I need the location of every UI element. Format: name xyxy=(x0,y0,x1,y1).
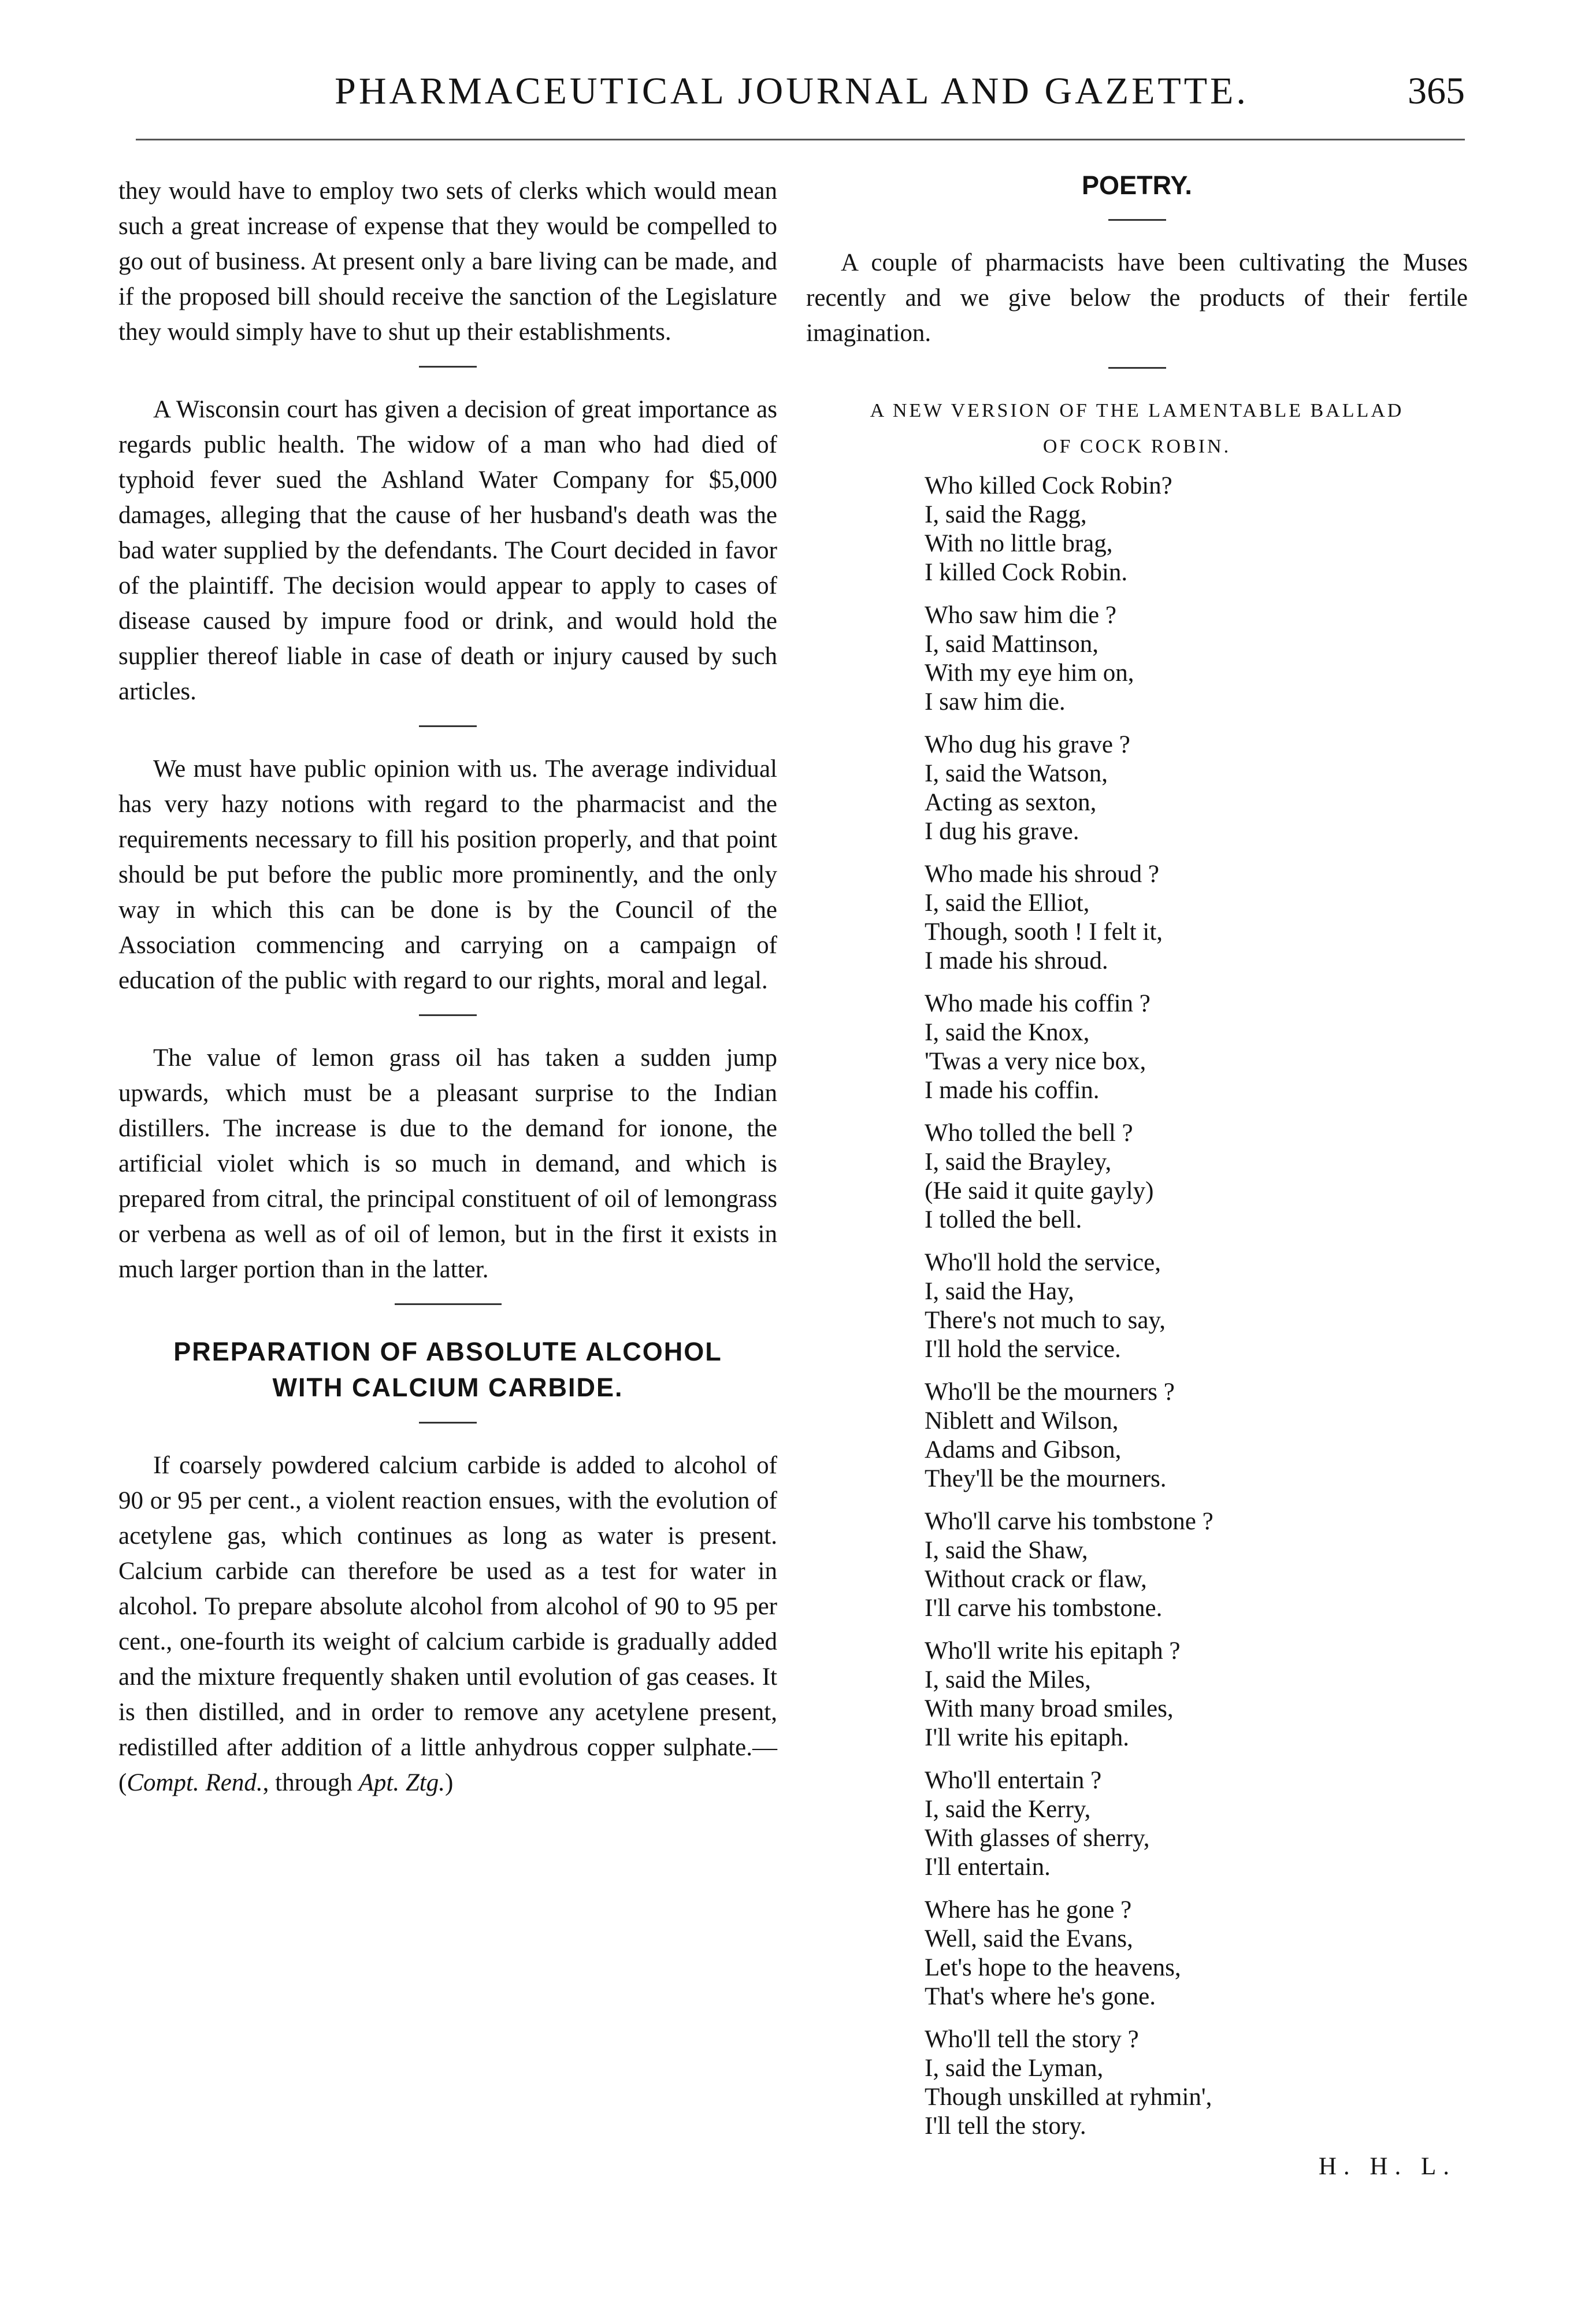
stanza-line: Who'll be the mourners ? xyxy=(925,1378,1175,1406)
stanza-line: I killed Cock Robin. xyxy=(925,559,1128,586)
ballad-title xyxy=(806,393,1468,465)
separator-rule xyxy=(419,366,477,368)
stanza-line: Let's hope to the heavens, xyxy=(925,1954,1181,1981)
stanza-line: With no little brag, xyxy=(925,530,1113,557)
stanza-line: There's not much to say, xyxy=(925,1307,1166,1334)
ballad-title-line2: OF COCK ROBIN. xyxy=(1042,436,1231,457)
stanza-line: I, said the Brayley, xyxy=(925,1148,1112,1176)
stanza-line: I saw him die. xyxy=(925,688,1066,716)
stanza-line: I, said the Ragg, xyxy=(925,501,1087,528)
stanza-line: Who made his shroud ? xyxy=(925,861,1160,888)
article-source-dash: — xyxy=(752,1734,777,1761)
stanza-line: I, said the Miles, xyxy=(925,1666,1091,1693)
separator-rule xyxy=(1108,367,1166,369)
stanza xyxy=(925,731,1468,846)
stanza-line: 'Twas a very nice box, xyxy=(925,1048,1146,1075)
stanza-line: I, said the Lyman, xyxy=(925,2055,1104,2082)
journal-title: PHARMACEUTICAL JOURNAL AND GAZETTE. xyxy=(335,70,1249,112)
stanza-line: Without crack or flaw, xyxy=(925,1566,1147,1593)
stanza-line: Who'll hold the service, xyxy=(925,1249,1161,1276)
left-column xyxy=(118,173,777,1800)
stanza-line: Niblett and Wilson, xyxy=(925,1407,1119,1435)
stanza xyxy=(925,1248,1468,1364)
stanza-line: I, said the Hay, xyxy=(925,1278,1074,1305)
stanza xyxy=(925,860,1468,976)
article-source-journal: Compt. Rend. xyxy=(127,1769,263,1796)
stanza-line: I dug his grave. xyxy=(925,818,1079,845)
article-source-paren-close: ) xyxy=(444,1769,454,1796)
continuation-paragraph: they would have to employ two sets of clerks which would mean such a great increase of expense that they would be compelled to go out of business. At present only a bare living can be made, and if the proposed bill should receive the sanction of the Legislature they would simply have to shut up their establishments. xyxy=(118,177,777,346)
stanza-line: Who saw him die ? xyxy=(925,602,1116,629)
stanza-line: I, said the Knox, xyxy=(925,1019,1090,1046)
stanza-line: (He said it quite gayly) xyxy=(925,1177,1154,1204)
stanza-line: Who made his coffin ? xyxy=(925,990,1151,1017)
stanza xyxy=(925,601,1468,717)
stanza xyxy=(925,472,1468,587)
article-source-paren-open: ( xyxy=(118,1769,127,1796)
stanza-line: Well, said the Evans, xyxy=(925,1925,1133,1952)
stanza-line: Who dug his grave ? xyxy=(925,731,1130,758)
separator-rule xyxy=(419,1422,477,1424)
separator-rule xyxy=(419,1014,477,1016)
stanza-line: I, said the Elliot, xyxy=(925,889,1090,917)
right-column xyxy=(806,168,1468,2184)
stanza-line: Who tolled the bell ? xyxy=(925,1120,1133,1147)
stanza xyxy=(925,2025,1468,2141)
article-body xyxy=(118,1448,777,1800)
stanza-line: I, said the Kerry, xyxy=(925,1796,1091,1823)
stanza xyxy=(925,1766,1468,1882)
stanza-line: I made his shroud. xyxy=(925,947,1108,974)
stanza-line: I'll write his epitaph. xyxy=(925,1724,1130,1751)
stanza-line: Who killed Cock Robin? xyxy=(925,472,1172,499)
section-separator-rule xyxy=(395,1303,502,1305)
stanza-line: I'll hold the service. xyxy=(925,1336,1121,1363)
stanza-line: Who'll entertain ? xyxy=(925,1767,1102,1794)
separator-rule xyxy=(419,725,477,727)
article-body-text: If coarsely powdered calcium carbide is added to alcohol of 90 or 95 per cent., a violent reaction ensues, with the evolution of acetylene gas, which continues as long as water is present. Calcium carbide can therefore be used as a test for water in alcohol. To prepare absolute alcohol from alcohol of 90 to 95 per cent., one-fourth its weight of calcium carbide is gradually added and the mixture frequently shaken until evolution of gas ceases. It is then distilled, and in order to remove any acetylene present, redistilled after addition of a little anhydrous copper sulphate. xyxy=(118,1452,777,1761)
article-heading-line1: PREPARATION OF ABSOLUTE ALCOHOL xyxy=(173,1337,722,1366)
stanza-line: With glasses of sherry, xyxy=(925,1825,1150,1852)
stanza-line: Who'll tell the story ? xyxy=(925,2026,1139,2053)
stanza xyxy=(925,1637,1468,1752)
stanza-line: Though unskilled at ryhmin', xyxy=(925,2084,1212,2111)
stanza-line: I'll tell the story. xyxy=(925,2112,1086,2140)
separator-rule xyxy=(1108,219,1166,221)
article-heading xyxy=(118,1334,777,1406)
poetry-section-title: POETRY. xyxy=(1082,170,1192,200)
stanza-line: Though, sooth ! I felt it, xyxy=(925,918,1163,946)
stanza xyxy=(925,989,1468,1105)
poem-signature: H. H. L. xyxy=(1318,2153,1456,2180)
article-heading-line2: WITH CALCIUM CARBIDE. xyxy=(272,1373,624,1402)
header-rule xyxy=(136,139,1465,140)
stanza-line: Where has he gone ? xyxy=(925,1896,1132,1923)
stanza-line: I'll carve his tombstone. xyxy=(925,1595,1163,1622)
stanza-line: I, said the Shaw, xyxy=(925,1537,1088,1564)
stanza-line: I'll entertain. xyxy=(925,1854,1051,1881)
stanza xyxy=(925,1507,1468,1623)
stanza xyxy=(925,1896,1468,2011)
stanza-line: I made his coffin. xyxy=(925,1077,1100,1104)
poetry-intro: A couple of pharmacists have been cultivating the Muses recently and we give below the products of their fertile imagination. xyxy=(806,249,1468,347)
lemon-grass-paragraph: The value of lemon grass oil has taken a sudden jump upwards, which must be a pleasant surprise to the Indian distillers. The increase is due to the demand for ionone, the artificial violet which is so much in demand, and which is prepared from citral, the principal constituent of oil of lemongrass or verbena as well as of oil of lemon, but in the first it exists in much larger portion than in the latter. xyxy=(118,1044,777,1283)
wisconsin-court-paragraph: A Wisconsin court has given a decision of great importance as regards public health. The widow of a man who had died of typhoid fever sued the Ashland Water Company for $5,000 damages, alleging that the cause of her husband's death was the bad water supplied by the defendants. The Court decided in favor of the plaintiff. The decision would appear to apply to cases of disease caused by impure food or drink, and would hold the supplier thereof liable in case of death or injury caused by such articles. xyxy=(118,396,777,705)
stanza-line: I, said the Watson, xyxy=(925,760,1108,787)
stanza-line: I, said Mattinson, xyxy=(925,631,1099,658)
stanza-line: They'll be the mourners. xyxy=(925,1465,1167,1492)
stanza-line: That's where he's gone. xyxy=(925,1983,1156,2010)
stanza-line: I tolled the bell. xyxy=(925,1206,1082,1233)
ballad-stanzas xyxy=(925,472,1468,2141)
ballad-title-line1: A NEW VERSION OF THE LAMENTABLE BALLAD xyxy=(870,400,1404,421)
stanza-line: With many broad smiles, xyxy=(925,1695,1174,1722)
article-source-through: , through xyxy=(262,1769,359,1796)
stanza-line: Adams and Gibson, xyxy=(925,1436,1122,1463)
article-source-journal-secondary: Apt. Ztg. xyxy=(358,1769,445,1796)
page-header xyxy=(0,69,1592,116)
stanza-line: Who'll carve his tombstone ? xyxy=(925,1508,1214,1535)
stanza-line: Who'll write his epitaph ? xyxy=(925,1637,1181,1665)
stanza xyxy=(925,1378,1468,1493)
page-number: 365 xyxy=(1408,70,1465,112)
public-opinion-paragraph: We must have public opinion with us. The average individual has very hazy notions with regard to the pharmacist and the requirements necessary to fill his position properly, and that point should be put before the public more prominently, and the only way in which this can be done is by the Council of the Association commencing and carrying on a campaign of education of the public with regard to our rights, moral and legal. xyxy=(118,755,777,994)
stanza-line: Acting as sexton, xyxy=(925,789,1097,816)
stanza xyxy=(925,1119,1468,1235)
stanza-line: With my eye him on, xyxy=(925,659,1134,687)
